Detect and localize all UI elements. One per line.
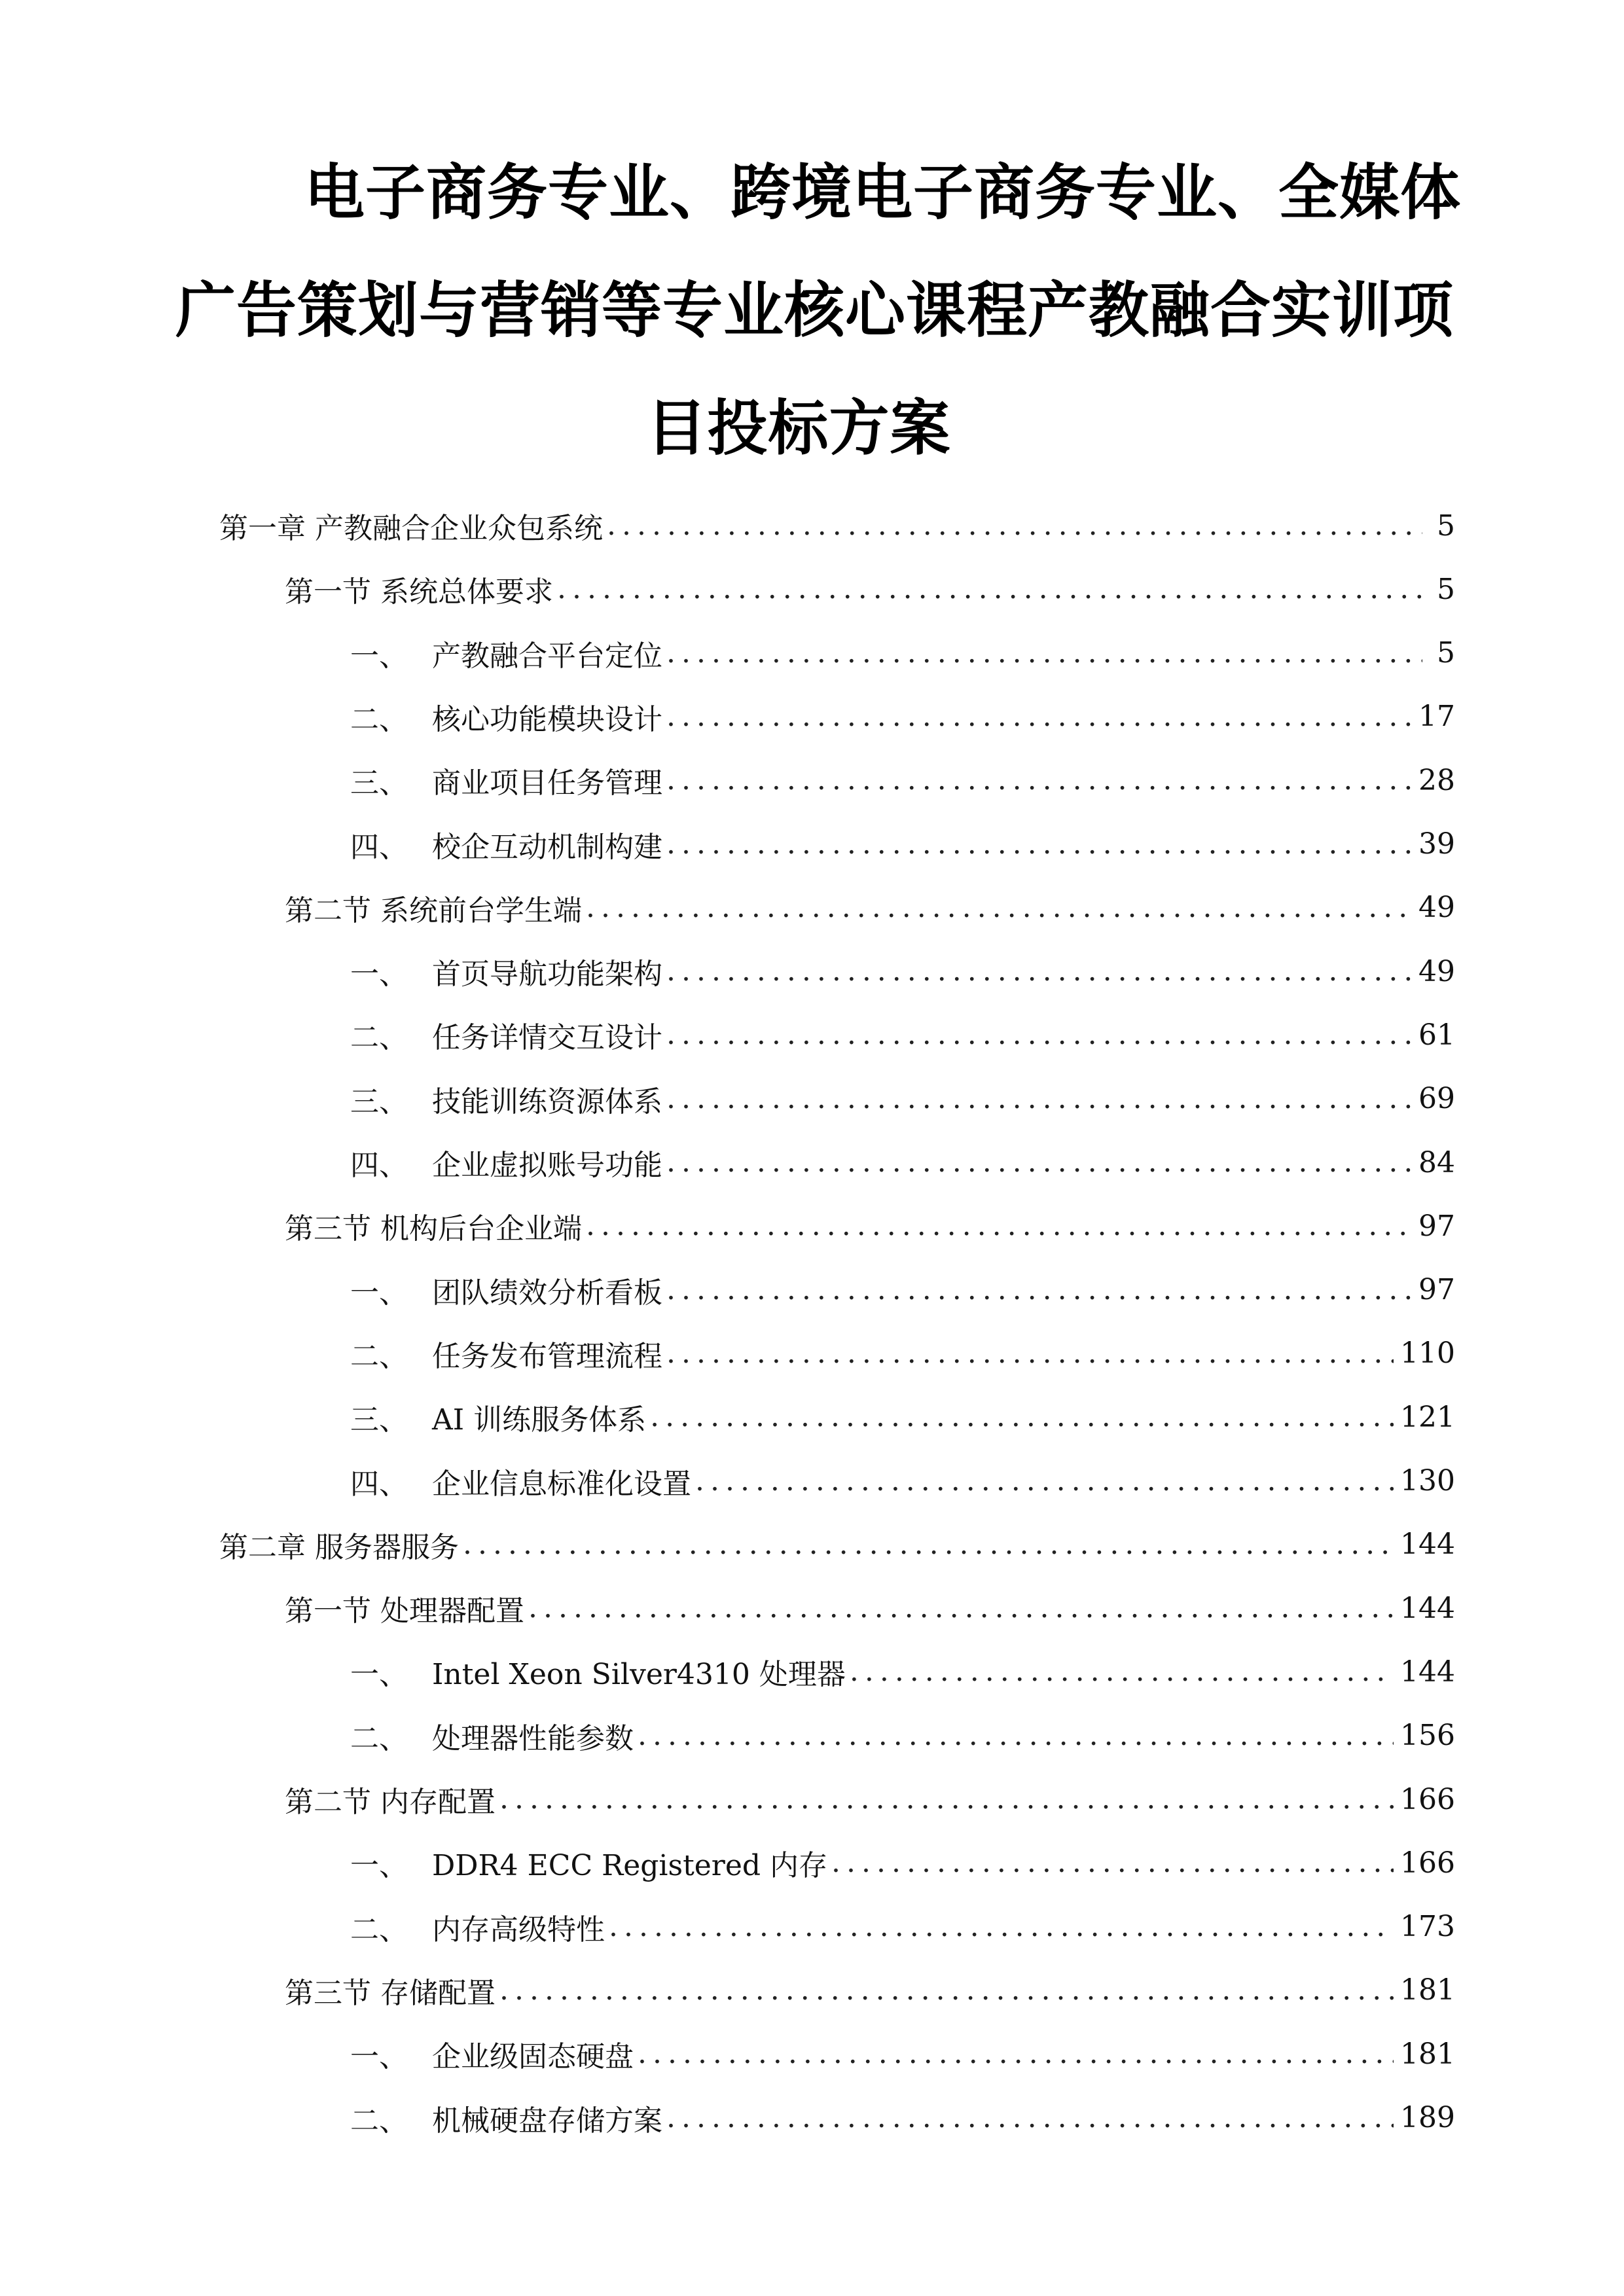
toc-leader-dots [666, 1259, 1412, 1321]
toc-entry[interactable] [285, 1768, 1455, 1831]
toc-entry-label [285, 1778, 496, 1820]
toc-entry-number: 二、 [350, 702, 408, 736]
toc-page-number: 49 [1418, 891, 1455, 925]
toc-page-number: 17 [1418, 700, 1455, 734]
toc-leader-dots [499, 1768, 1394, 1831]
toc-page-number: 181 [1400, 2037, 1455, 2071]
toc-leader-dots [666, 685, 1412, 748]
toc-leader-dots [650, 1386, 1394, 1448]
toc-page-number: 166 [1400, 1846, 1455, 1880]
toc-entry-text: 企业级固态硬盘 [432, 2040, 634, 2074]
toc-leader-dots [499, 1959, 1394, 2022]
toc-leader-dots [666, 813, 1412, 876]
toc-entry-label [350, 1078, 662, 1120]
toc-page-number: 156 [1400, 1719, 1455, 1753]
toc-leader-dots [666, 1131, 1412, 1194]
toc-entry-text: AI 训练服务体系 [432, 1403, 647, 1437]
toc-entry-label [285, 568, 553, 610]
toc-entry-text: 技能训练资源体系 [432, 1085, 662, 1119]
toc-entry-text: 第一节 系统总体要求 [285, 575, 553, 609]
toc-entry-text: 产教融合平台定位 [432, 639, 662, 673]
toc-entry-number: 二、 [350, 1021, 408, 1055]
toc-entry-text: 第一章 产教融合企业众包系统 [219, 512, 603, 545]
toc-entry[interactable] [285, 1577, 1455, 1640]
toc-entry-number: 四、 [350, 1149, 408, 1182]
toc-page-number: 130 [1400, 1464, 1455, 1498]
toc-entry-text: 第二节 内存配置 [285, 1785, 496, 1819]
toc-entry-label [350, 1842, 827, 1884]
toc-page-number: 61 [1418, 1018, 1455, 1052]
toc-entry-number: 二、 [350, 1912, 408, 1946]
toc-entry-text: 第三节 机构后台企业端 [285, 1212, 582, 1246]
toc-entry-label [219, 1524, 459, 1566]
toc-entry-label [350, 1396, 646, 1438]
toc-entry-number: 三、 [350, 1403, 408, 1437]
toc-leader-dots [666, 1067, 1412, 1130]
toc-entry-number: 一、 [350, 2040, 408, 2074]
toc-entry[interactable] [285, 558, 1455, 620]
toc-entry[interactable] [350, 622, 1455, 685]
toc-entry-label [350, 1651, 846, 1693]
toc-entry-number: 一、 [350, 639, 408, 673]
toc-entry-label [350, 823, 662, 865]
toc-entry-text: 核心功能模块设计 [432, 702, 662, 736]
document-title [170, 134, 1462, 488]
toc-entry-text: 处理器性能参数 [432, 1721, 634, 1755]
toc-leader-dots [850, 1640, 1394, 1703]
toc-leader-dots [666, 1003, 1412, 1066]
toc-entry-label [219, 505, 603, 547]
toc-entry-text: 内存高级特性 [432, 1912, 605, 1946]
toc-leader-dots [638, 1704, 1394, 1767]
toc-leader-dots [666, 940, 1412, 1003]
toc-entry[interactable] [350, 1067, 1455, 1130]
title-line-2: 广告策划与营销等专业核心课程产教融合实训项 [175, 276, 1454, 346]
toc-entry-label [350, 950, 662, 992]
toc-entry[interactable] [350, 2087, 1455, 2149]
toc-entry-text: 团队绩效分析看板 [432, 1276, 662, 1310]
toc-entry[interactable] [285, 1194, 1455, 1257]
toc-entry[interactable] [350, 1003, 1455, 1066]
toc-entry[interactable] [219, 494, 1455, 557]
toc-leader-dots [831, 1831, 1394, 1894]
toc-entry-text: 任务详情交互设计 [432, 1021, 662, 1055]
toc-entry[interactable] [285, 876, 1455, 939]
toc-entry[interactable] [219, 1513, 1455, 1576]
toc-page-number: 69 [1418, 1082, 1455, 1116]
toc-entry-number: 三、 [350, 1085, 408, 1119]
toc-entry-text: 商业项目任务管理 [432, 766, 662, 800]
toc-entry-text: 校企互动机制构建 [432, 830, 662, 864]
toc-page-number: 181 [1400, 1973, 1455, 2007]
toc-entry-label [350, 1333, 662, 1374]
toc-leader-dots [463, 1513, 1394, 1576]
toc-page-number: 110 [1400, 1336, 1455, 1371]
toc-page-number: 189 [1400, 2101, 1455, 2134]
toc-entry-text: 任务发布管理流程 [432, 1339, 662, 1373]
title-line-3: 目投标方案 [646, 393, 951, 463]
toc-entry[interactable] [350, 940, 1455, 1003]
toc-page-number: 5 [1437, 572, 1455, 606]
toc-entry-text: 企业信息标准化设置 [432, 1467, 691, 1501]
toc-page-number: 5 [1437, 509, 1455, 543]
toc-entry-label [350, 632, 662, 674]
toc-entry[interactable] [350, 749, 1455, 812]
toc-entry[interactable] [350, 685, 1455, 748]
toc-leader-dots [666, 622, 1422, 685]
toc-entry[interactable] [285, 1959, 1455, 2022]
toc-entry[interactable] [350, 1450, 1455, 1513]
title-line-1: 电子商务专业、跨境电子商务专业、全媒体 [304, 158, 1462, 228]
toc-entry-label [350, 1715, 634, 1757]
toc-entry-number: 一、 [350, 1849, 408, 1883]
toc-entry-label [350, 759, 662, 801]
toc-entry-label [350, 2097, 662, 2139]
toc-page-number: 84 [1418, 1145, 1455, 1179]
toc-entry[interactable] [350, 1259, 1455, 1321]
toc-leader-dots [609, 1895, 1394, 1958]
toc-leader-dots [638, 2022, 1394, 2085]
toc-page-number: 173 [1400, 1910, 1455, 1944]
toc-entry[interactable] [350, 1131, 1455, 1194]
toc-page-number: 39 [1418, 827, 1455, 861]
toc-page-number: 144 [1400, 1655, 1455, 1689]
toc-entry[interactable] [350, 1895, 1455, 1958]
toc-page-number: 121 [1400, 1400, 1455, 1434]
toc-page-number: 97 [1418, 1273, 1455, 1307]
toc-entry-label [350, 1141, 662, 1183]
toc-entry-number: 二、 [350, 2104, 408, 2138]
toc-entry-label [350, 1460, 691, 1502]
toc-entry-text: 第二节 系统前台学生端 [285, 893, 582, 927]
toc-entry[interactable] [350, 1704, 1455, 1767]
toc-leader-dots [528, 1577, 1394, 1640]
toc-page-number: 97 [1418, 1209, 1455, 1243]
toc-entry[interactable] [350, 2022, 1455, 2085]
toc-entry-label [285, 887, 582, 929]
toc-entry-text: 企业虚拟账号功能 [432, 1149, 662, 1182]
toc-entry-label [285, 1969, 496, 2011]
toc-leader-dots [586, 1194, 1412, 1257]
toc-page-number: 144 [1400, 1591, 1455, 1625]
toc-entry-label [350, 1014, 662, 1056]
toc-entry[interactable] [350, 1322, 1455, 1385]
toc-entry-label [285, 1587, 524, 1629]
toc-entry-number: 四、 [350, 830, 408, 864]
toc-leader-dots [666, 2087, 1394, 2149]
toc-entry-text: 机械硬盘存储方案 [432, 2104, 662, 2138]
toc-entry-number: 四、 [350, 1467, 408, 1501]
toc-leader-dots [666, 1322, 1394, 1385]
toc-page-number: 5 [1437, 636, 1455, 670]
toc-entry-label [350, 2033, 634, 2075]
toc-entry-number: 一、 [350, 1276, 408, 1310]
toc-entry-text: 第三节 存储配置 [285, 1976, 496, 2010]
toc-entry-label [350, 696, 662, 738]
toc-page-number: 166 [1400, 1782, 1455, 1816]
toc-entry[interactable] [350, 1640, 1455, 1703]
toc-page-number: 49 [1418, 954, 1455, 988]
toc-entry-number: 三、 [350, 766, 408, 800]
toc-entry[interactable] [350, 1386, 1455, 1448]
toc-leader-dots [695, 1450, 1394, 1513]
toc-entry[interactable] [350, 1831, 1455, 1894]
toc-entry-text: Intel Xeon Silver4310 处理器 [432, 1658, 846, 1692]
toc-entry[interactable] [350, 813, 1455, 876]
toc-entry-number: 一、 [350, 1658, 408, 1692]
toc-leader-dots [607, 494, 1422, 557]
toc-entry-text: 首页导航功能架构 [432, 958, 662, 992]
toc-entry-label [350, 1906, 605, 1948]
toc-page-number: 28 [1418, 763, 1455, 797]
toc-leader-dots [666, 749, 1412, 812]
toc-page-number: 144 [1400, 1528, 1455, 1562]
toc-entry-text: DDR4 ECC Registered 内存 [432, 1849, 828, 1883]
toc-entry-label [285, 1205, 582, 1247]
toc-entry-text: 第二章 服务器服务 [219, 1530, 459, 1564]
toc-entry-number: 二、 [350, 1721, 408, 1755]
toc-entry-number: 二、 [350, 1339, 408, 1373]
toc-leader-dots [557, 558, 1422, 620]
toc-entry-number: 一、 [350, 958, 408, 992]
toc-entry-text: 第一节 处理器配置 [285, 1594, 524, 1628]
toc-leader-dots [586, 876, 1412, 939]
toc-entry-label [350, 1269, 662, 1311]
